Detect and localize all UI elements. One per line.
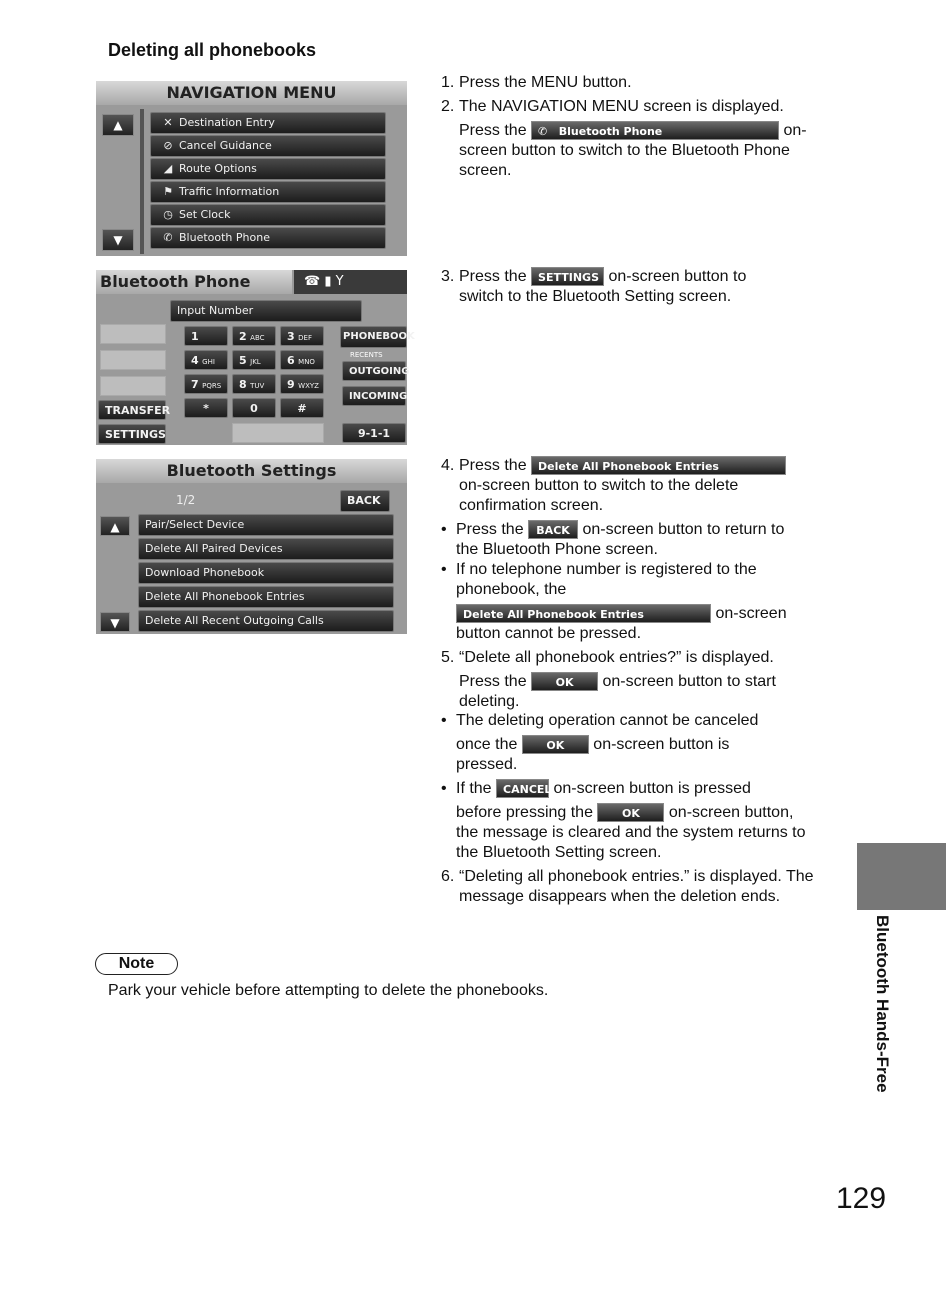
nav-item-set-clock xyxy=(150,204,386,226)
key-3: 3 DEF xyxy=(280,326,324,346)
transfer-button: TRANSFER xyxy=(98,400,166,420)
step-4 xyxy=(441,456,831,516)
settings-item-delete-recent: Delete All Recent Outgoing Calls xyxy=(138,610,394,632)
input-number-field: Input Number xyxy=(170,300,362,322)
phonebook-button: PHONEBOOK xyxy=(340,326,407,348)
step-text: switch to the Bluetooth Setting screen. xyxy=(459,288,732,305)
bullet-cannot-cancel xyxy=(441,711,831,775)
step-line: once the OK on-screen button is xyxy=(456,736,730,753)
dim-key xyxy=(100,350,166,370)
step-number: 4. xyxy=(441,457,455,474)
step-text: button cannot be pressed. xyxy=(456,625,642,642)
step-text: “Deleting all phonebook entries.” is displayed. The message disappears when the deletion ends. xyxy=(459,868,814,905)
step-number: 1. xyxy=(441,74,455,91)
step-text: the Bluetooth Phone screen. xyxy=(456,541,658,558)
bullet: • xyxy=(441,780,447,797)
scroll-down-icon: ▼ xyxy=(100,612,130,632)
step-number: 6. xyxy=(441,868,455,885)
bullet: • xyxy=(441,561,447,578)
dim-key xyxy=(100,376,166,396)
nav-item-label: Cancel Guidance xyxy=(179,139,272,152)
step-line: If the CANCEL on-screen button is pressed xyxy=(456,780,751,797)
key-4: 4 GHI xyxy=(184,350,228,370)
status-icons: ☎ ▮ Y xyxy=(294,270,407,294)
step-text: on-screen button to switch to the delete confirmation screen. xyxy=(459,477,739,514)
phone-icon: ✆ xyxy=(163,231,173,244)
back-inline-button: BACK xyxy=(528,520,578,539)
step-1 xyxy=(441,73,831,93)
screen-title: Bluetooth Settings xyxy=(96,459,407,483)
nav-item-label: Destination Entry xyxy=(179,116,275,129)
emergency-button: 9-1-1 xyxy=(342,423,406,443)
step-text: “Delete all phonebook entries?” is displayed. xyxy=(459,649,774,666)
step-text: Press the MENU button. xyxy=(459,74,632,91)
step-line: Delete All Phonebook Entries on-screen xyxy=(441,604,831,624)
key-2: 2 ABC xyxy=(232,326,276,346)
note-badge: Note xyxy=(95,953,178,975)
nav-item-bluetooth-phone xyxy=(150,227,386,249)
step-number: 5. xyxy=(441,649,455,666)
back-button: BACK xyxy=(340,490,390,512)
divider xyxy=(140,109,144,254)
scroll-up-icon: ▲ xyxy=(100,516,130,536)
step-5 xyxy=(441,648,831,712)
settings-item-download-phonebook: Download Phonebook xyxy=(138,562,394,584)
settings-button: SETTINGS xyxy=(98,424,166,444)
nav-item-traffic xyxy=(150,181,386,203)
cancel-inline-button: CANCEL xyxy=(496,779,549,798)
step-text: The NAVIGATION MENU screen is displayed. xyxy=(459,98,784,115)
step-line: Press the ✆ Bluetooth Phone on- xyxy=(459,122,807,139)
settings-item-delete-paired: Delete All Paired Devices xyxy=(138,538,394,560)
step-line: Press the SETTINGS on-screen button to xyxy=(459,268,747,285)
key-7: 7 PQRS xyxy=(184,374,228,394)
page-number: 129 xyxy=(836,1182,887,1215)
step-text: the message is cleared and the system returns to the Bluetooth Setting screen. xyxy=(456,824,806,861)
note-text: Park your vehicle before attempting to delete the phonebooks. xyxy=(108,982,549,999)
step-text: pressed. xyxy=(456,756,518,773)
key-8: 8 TUV xyxy=(232,374,276,394)
ok-inline-button: OK xyxy=(522,735,589,754)
phone-icon: ✆ xyxy=(538,125,548,139)
key-5: 5 JKL xyxy=(232,350,276,370)
nav-item-cancel-guidance xyxy=(150,135,386,157)
key-star: * xyxy=(184,398,228,418)
scroll-up-icon: ▲ xyxy=(102,114,134,136)
cancel-icon: ⊘ xyxy=(163,139,173,152)
step-6 xyxy=(441,867,831,907)
screen-title: NAVIGATION MENU xyxy=(96,81,407,105)
nav-item-destination xyxy=(150,112,386,134)
step-number: 2. xyxy=(441,98,455,115)
settings-inline-button: SETTINGS xyxy=(531,267,604,286)
chapter-label: Bluetooth Hands-Free xyxy=(873,915,892,1093)
step-3 xyxy=(441,267,831,307)
navigation-menu-screenshot xyxy=(96,81,407,256)
bullet-cancel xyxy=(441,779,831,863)
delete-all-inline-button: Delete All Phonebook Entries xyxy=(531,456,786,475)
step-text: deleting. xyxy=(459,693,520,710)
step-text: If no telephone number is registered to the phonebook, the xyxy=(456,561,757,598)
scroll-down-icon: ▼ xyxy=(102,229,134,251)
incoming-button: INCOMING xyxy=(342,386,406,406)
key-0: 0 xyxy=(232,398,276,418)
step-2 xyxy=(441,97,831,181)
settings-item-delete-phonebook: Delete All Phonebook Entries xyxy=(138,586,394,608)
bluetooth-settings-screenshot xyxy=(96,459,407,634)
outgoing-button: OUTGOING xyxy=(342,361,406,381)
nav-item-label: Route Options xyxy=(179,162,257,175)
traffic-icon: ⚑ xyxy=(163,185,173,198)
route-icon: ◢ xyxy=(163,162,173,175)
bullet: • xyxy=(441,712,447,729)
dim-bar xyxy=(232,423,324,443)
clock-icon: ◷ xyxy=(163,208,173,221)
ok-inline-button: OK xyxy=(597,803,664,822)
dim-key xyxy=(100,324,166,344)
delete-all-inline-button: Delete All Phonebook Entries xyxy=(456,604,711,623)
step-line: Press the BACK on-screen button to return to xyxy=(456,521,785,538)
step-line: Press the Delete All Phonebook Entries xyxy=(441,456,831,476)
bullet-back xyxy=(441,520,831,560)
step-text: screen button to switch to the Bluetooth Phone screen. xyxy=(459,142,790,179)
recents-label: RECENTS xyxy=(350,351,383,359)
destination-icon: ✕ xyxy=(163,116,173,129)
nav-item-label: Traffic Information xyxy=(179,185,280,198)
screen-title: Bluetooth Phone xyxy=(96,270,292,294)
step-line: Press the OK on-screen button to start xyxy=(459,673,776,690)
bullet: • xyxy=(441,521,447,538)
key-9: 9 WXYZ xyxy=(280,374,324,394)
settings-item-pair-device: Pair/Select Device xyxy=(138,514,394,536)
bluetooth-phone-inline-button: ✆ Bluetooth Phone xyxy=(531,121,779,140)
key-1: 1 xyxy=(184,326,228,346)
step-line: before pressing the OK on-screen button, xyxy=(456,804,794,821)
chapter-tab xyxy=(857,843,946,910)
page-indicator: 1/2 xyxy=(176,493,196,507)
nav-item-route-options xyxy=(150,158,386,180)
section-title: Deleting all phonebooks xyxy=(108,40,317,60)
key-hash: # xyxy=(280,398,324,418)
nav-item-label: Set Clock xyxy=(179,208,231,221)
step-text: The deleting operation cannot be canceled xyxy=(456,712,759,729)
bullet-no-number xyxy=(441,560,831,644)
key-6: 6 MNO xyxy=(280,350,324,370)
bluetooth-phone-screenshot xyxy=(96,270,415,445)
ok-inline-button: OK xyxy=(531,672,598,691)
nav-item-label: Bluetooth Phone xyxy=(179,231,270,244)
step-number: 3. xyxy=(441,268,455,285)
